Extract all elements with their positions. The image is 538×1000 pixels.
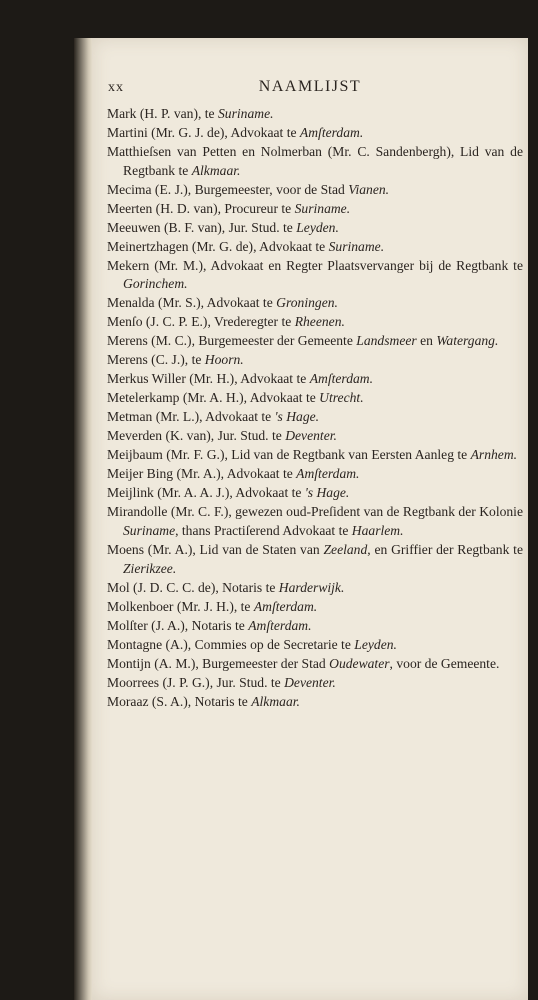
entry-place: Deventer. xyxy=(285,428,337,444)
entry-text: Meerten (H. D. van), Procureur te xyxy=(107,200,295,216)
list-item xyxy=(107,370,523,389)
list-item xyxy=(107,105,523,124)
entry-place: Alkmaar. xyxy=(191,162,241,178)
list-item xyxy=(107,655,523,674)
entry-text: , thans Practiſerend Advokaat te xyxy=(175,523,352,539)
entry-text: , voor de Gemeente. xyxy=(389,655,500,671)
entry-place: Suriname. xyxy=(328,238,385,254)
entry-place: 's Hage. xyxy=(304,485,350,501)
list-item xyxy=(107,541,523,579)
entry-text: Meverden (K. van), Jur. Stud. te xyxy=(107,428,286,444)
book-gutter xyxy=(74,38,92,1000)
entry-place: Gorinchem. xyxy=(123,276,188,292)
entry-text: Menalda (Mr. S.), Advokaat te xyxy=(107,295,277,311)
list-item xyxy=(107,313,523,332)
entry-text: Mekern (Mr. M.), Advokaat en Regter Plaatsvervanger bij de Regtbank te xyxy=(107,257,523,273)
list-item xyxy=(107,332,523,351)
entry-text: Mirandolle (Mr. C. F.), gewezen oud-Preſident van de Regtbank der Kolonie xyxy=(107,504,523,520)
entry-text: Martini (Mr. G. J. de), Advokaat te xyxy=(107,124,300,140)
list-item xyxy=(107,389,523,408)
list-item xyxy=(107,465,523,484)
entry-text: Metman (Mr. L.), Advokaat te xyxy=(107,409,275,425)
entry-place: Suriname. xyxy=(294,200,351,216)
entry-place: Watergang. xyxy=(436,333,499,349)
list-item xyxy=(107,636,523,655)
entry-place: Alkmaar. xyxy=(251,693,300,709)
entry-place: Leyden. xyxy=(354,636,397,652)
entry-text: Merens (M. C.), Burgemeester der Gemeente xyxy=(107,333,357,349)
entry-place: Amſterdam. xyxy=(253,598,318,614)
list-item xyxy=(107,503,523,541)
entry-place: Suriname xyxy=(123,523,176,539)
entry-place: Landsmeer xyxy=(356,333,417,349)
entry-place: Leyden. xyxy=(296,219,339,235)
list-item xyxy=(107,257,523,295)
list-item xyxy=(107,484,523,503)
entry-text: Meijer Bing (Mr. A.), Advokaat te xyxy=(107,466,297,482)
entry-place: 's Hage. xyxy=(274,409,320,425)
name-list xyxy=(107,105,523,712)
list-item xyxy=(107,294,523,313)
list-item xyxy=(107,238,523,257)
entry-text: Mark (H. P. van), te xyxy=(107,106,218,121)
entry-text: Meijlink (Mr. A. A. J.), Advokaat te xyxy=(107,485,305,501)
entry-text: Mecima (E. J.), Burgemeester, voor de Stad xyxy=(107,181,349,197)
entry-text: Moorrees (J. P. G.), Jur. Stud. te xyxy=(107,674,285,690)
entry-text: Montagne (A.), Commies op de Secretarie te xyxy=(107,636,355,652)
entry-text: Metelerkamp (Mr. A. H.), Advokaat te xyxy=(107,390,320,406)
entry-text: Merens (C. J.), te xyxy=(107,352,205,368)
page-number: xx xyxy=(108,80,124,95)
entry-place: Zeeland xyxy=(323,542,368,558)
entry-text: Matthieſsen van Petten en Nolmerban (Mr. C. Sandenbergh), Lid van de Regtbank te xyxy=(107,143,523,178)
page-header xyxy=(108,78,512,100)
list-item xyxy=(107,693,523,712)
list-item xyxy=(107,143,523,181)
entry-place: Oudewater xyxy=(329,655,390,671)
entry-place: Hoorn. xyxy=(204,352,244,368)
entry-text: Moens (Mr. A.), Lid van de Staten van xyxy=(107,542,324,558)
list-item xyxy=(107,674,523,693)
entry-text: Merkus Willer (Mr. H.), Advokaat te xyxy=(107,371,310,387)
entry-text: Meijbaum (Mr. F. G.), Lid van de Regtbank van Eersten Aanleg te xyxy=(107,447,471,463)
entry-place: Amſterdam. xyxy=(296,466,360,482)
entry-text: Menſo (J. C. P. E.), Vrederegter te xyxy=(107,314,295,330)
entry-place: Amſterdam. xyxy=(299,124,364,140)
entry-place: Amſterdam. xyxy=(248,617,312,633)
entry-text: en xyxy=(416,333,437,349)
list-item xyxy=(107,598,523,617)
entry-place: Deventer. xyxy=(284,674,336,690)
list-item xyxy=(107,617,523,636)
book-page xyxy=(92,38,528,1000)
list-item xyxy=(107,200,523,219)
list-item xyxy=(107,181,523,200)
entry-text: Molkenboer (Mr. J. H.), te xyxy=(107,598,254,614)
entry-text: Molſter (J. A.), Notaris te xyxy=(107,617,249,633)
running-title: NAAMLIJST xyxy=(258,78,362,95)
list-item xyxy=(107,408,523,427)
entry-text: Montijn (A. M.), Burgemeester der Stad xyxy=(107,655,330,671)
list-item xyxy=(107,579,523,598)
entry-text: Meeuwen (B. F. van), Jur. Stud. te xyxy=(107,219,297,235)
entry-place: Zierikzee. xyxy=(123,560,177,576)
list-item xyxy=(107,427,523,446)
entry-text: , en Griffier der Regtbank te xyxy=(367,542,523,558)
entry-place: Suriname. xyxy=(218,106,274,121)
entry-text: Meinertzhagen (Mr. G. de), Advokaat te xyxy=(107,238,329,254)
entry-place: Rheenen. xyxy=(294,314,345,330)
entry-place: Vianen. xyxy=(348,181,390,197)
entry-place: Amſterdam. xyxy=(309,371,374,387)
entry-text: Moraaz (S. A.), Notaris te xyxy=(107,693,252,709)
entry-place: Haarlem. xyxy=(351,523,404,539)
entry-text: Mol (J. D. C. C. de), Notaris te xyxy=(107,579,279,595)
entry-place: Harderwijk. xyxy=(278,579,345,595)
list-item xyxy=(107,124,523,143)
entry-place: Groningen. xyxy=(276,295,338,311)
list-item xyxy=(107,351,523,370)
list-item xyxy=(107,446,523,465)
entry-place: Arnhem. xyxy=(470,447,518,463)
list-item xyxy=(107,219,523,238)
entry-place: Utrecht. xyxy=(319,390,364,406)
